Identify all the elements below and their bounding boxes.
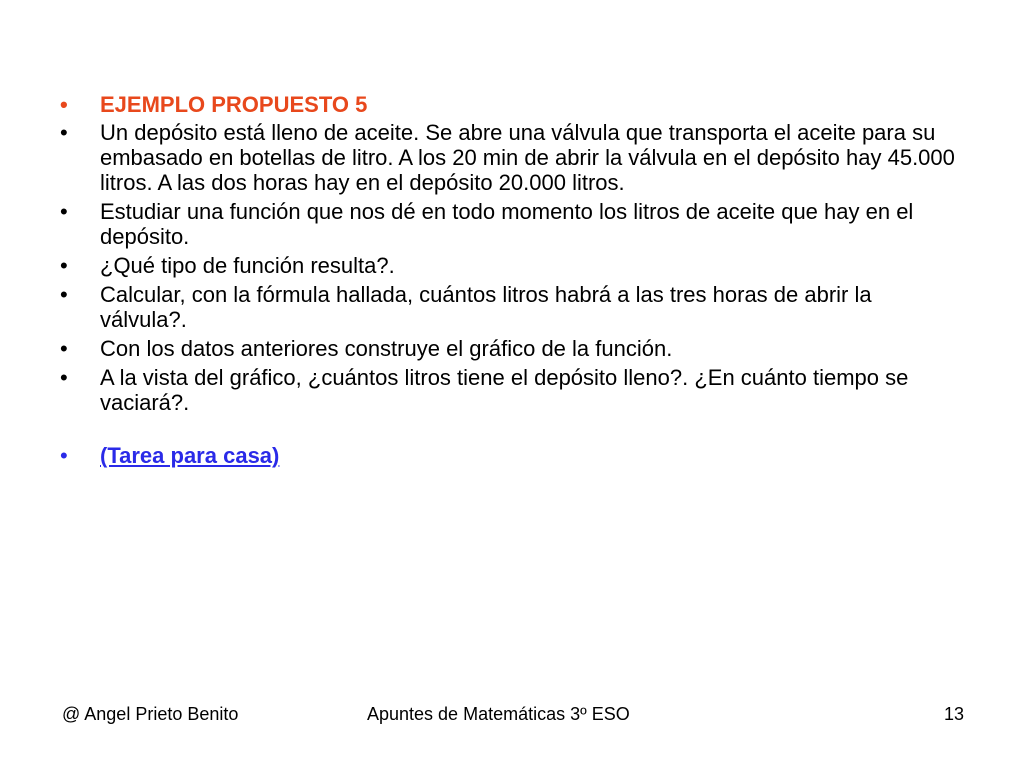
task-graph [60, 336, 960, 361]
task-full-tank-text: A la vista del gráfico, ¿cuántos litros tiene el depósito lleno?. ¿En cuánto tiempo se vaciará?. [100, 365, 909, 415]
task-calculate-text: Calcular, con la fórmula hallada, cuántos litros habrá a las tres horas de abrir la válvula?. [100, 282, 872, 332]
task-function-type-text: ¿Qué tipo de función resulta?. [100, 253, 395, 278]
task-study-function-text: Estudiar una función que nos dé en todo momento los litros de aceite que hay en el depósito. [100, 199, 914, 249]
slide-content [60, 92, 960, 472]
footer-author: @ Angel Prieto Benito [62, 704, 239, 724]
bullet-icon: • [60, 365, 68, 390]
bullet-list [60, 92, 960, 468]
task-study-function [60, 199, 960, 249]
footer-course-title: Apuntes de Matemáticas 3º ESO [367, 704, 630, 724]
task-graph-text: Con los datos anteriores construye el gráfico de la función. [100, 336, 673, 361]
slide-title-text: EJEMPLO PROPUESTO 5 [100, 92, 368, 117]
problem-statement [60, 120, 960, 195]
bullet-icon: • [60, 282, 68, 307]
bullet-icon: • [60, 336, 68, 361]
bullet-icon: • [60, 443, 68, 468]
homework-item [60, 443, 960, 468]
task-function-type [60, 253, 960, 278]
task-full-tank [60, 365, 960, 415]
page-number: 13 [944, 704, 965, 724]
bullet-icon: • [60, 92, 68, 117]
slide-title [60, 92, 960, 117]
slide-footer [0, 704, 1024, 734]
bullet-icon: • [60, 120, 68, 145]
homework-link[interactable]: (Tarea para casa) [100, 443, 280, 468]
bullet-icon: • [60, 199, 68, 224]
bullet-icon: • [60, 253, 68, 278]
task-calculate [60, 282, 960, 332]
problem-statement-text: Un depósito está lleno de aceite. Se abre una válvula que transporta el aceite para su embasado en botellas de litro. A los 20 min de abrir la válvula en el depósito hay 45.000 litros. A las dos horas hay en el depósito 20.000 litros. [100, 120, 955, 195]
